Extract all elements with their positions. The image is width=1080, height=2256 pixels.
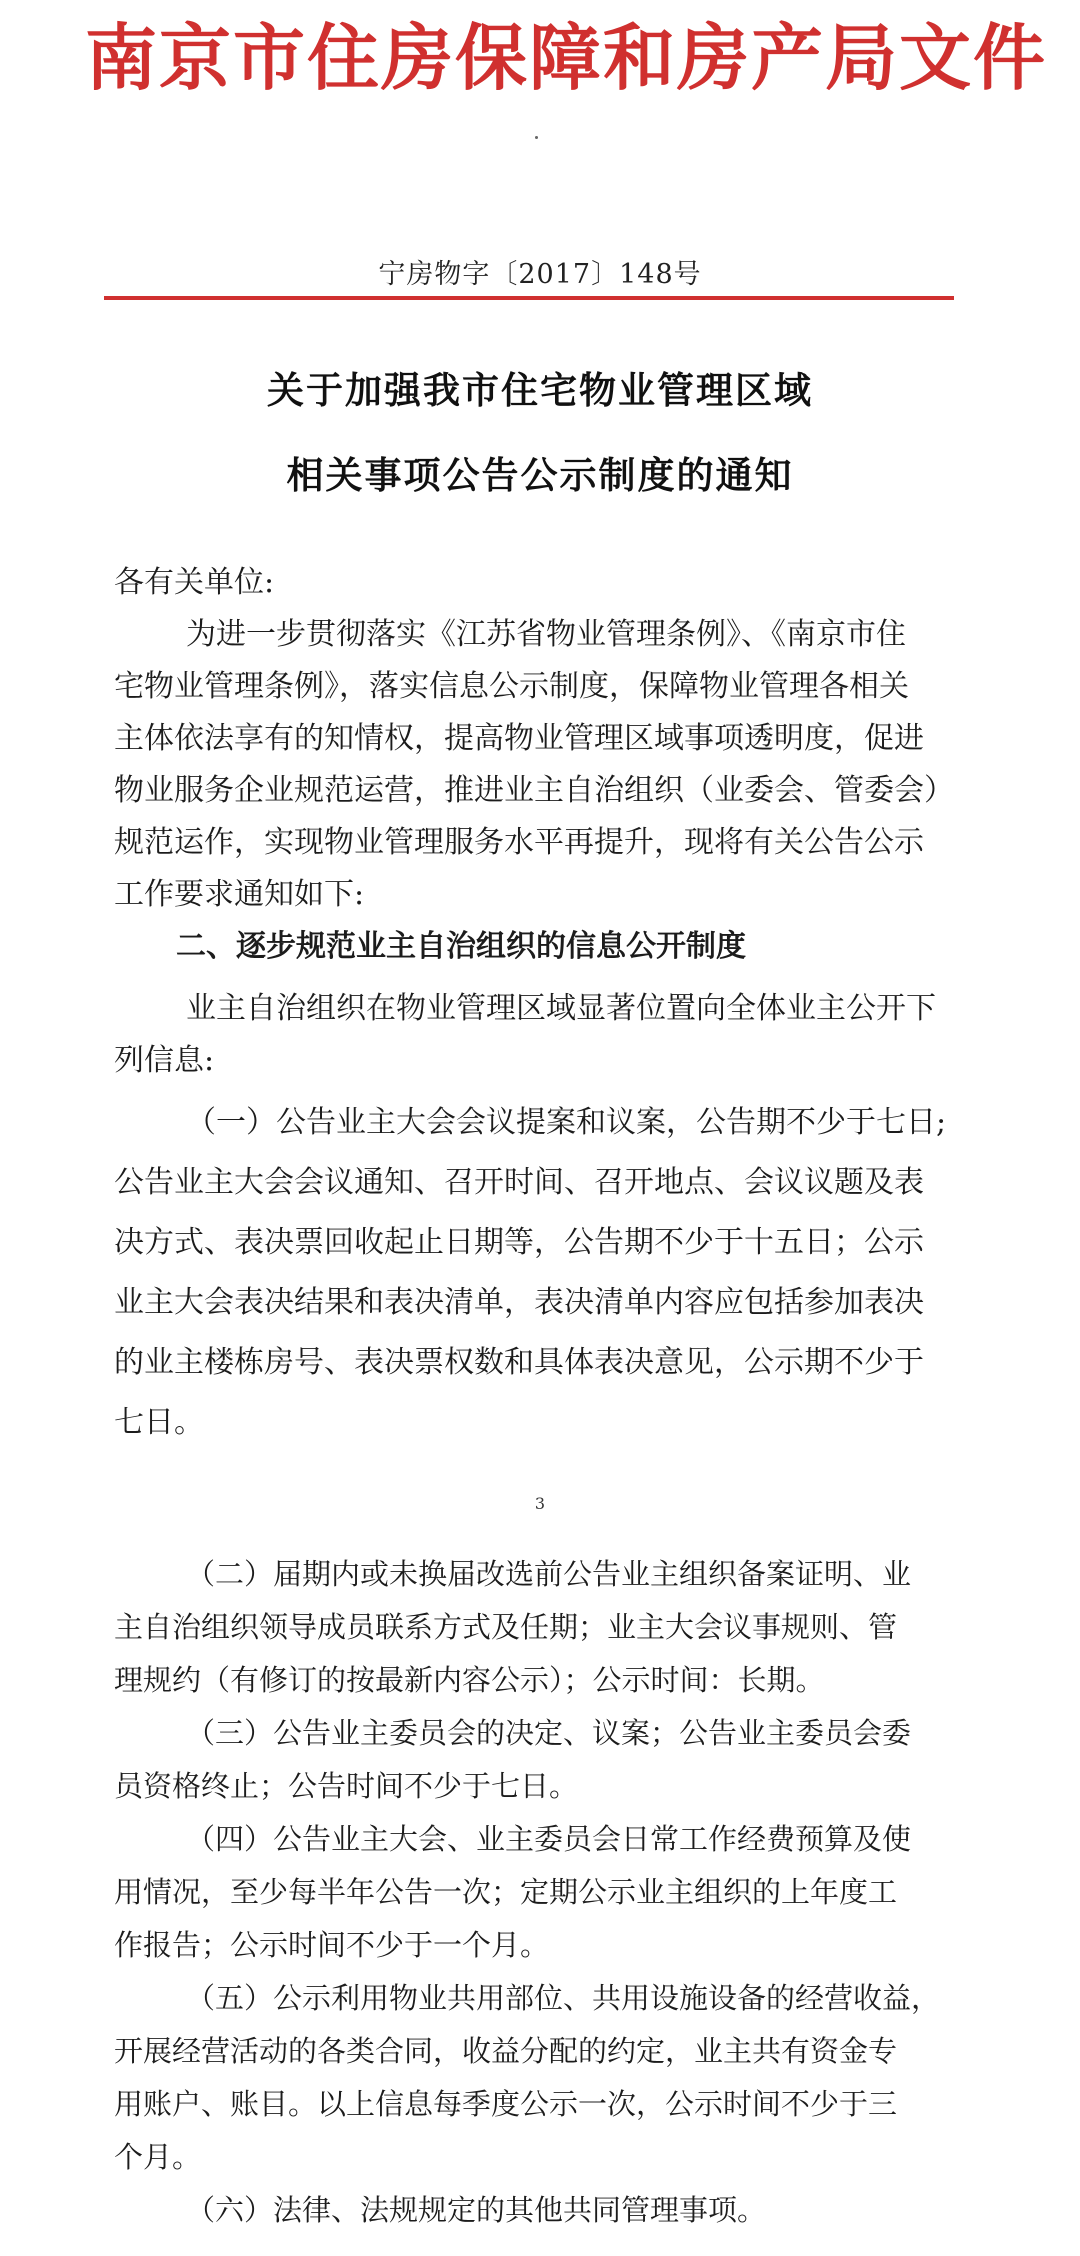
document-number: 宁房物字〔2017〕148号 — [378, 259, 702, 290]
body-line: （五）公示利用物业共用部位、共用设施设备的经营收益， — [186, 1981, 941, 2015]
body-line: 员资格终止；公告时间不少于七日。 — [114, 1769, 579, 1803]
section-heading: 二、逐步规范业主自治组织的信息公开制度 — [176, 929, 746, 964]
body-line: 理规约（有修订的按最新内容公示）；公示时间：长期。 — [114, 1663, 825, 1697]
body-line: 用账户、账目。以上信息每季度公示一次，公示时间不少于三 — [114, 2087, 898, 2121]
body-line: 主体依法享有的知情权，提高物业管理区域事项透明度，促进 — [114, 721, 924, 756]
body-line: 规范运作，实现物业管理服务水平再提升，现将有关公告公示 — [114, 825, 924, 860]
scan-speck — [535, 136, 538, 139]
body-line: 为进一步贯彻落实《江苏省物业管理条例》、《南京市住 — [186, 617, 906, 652]
red-divider-line — [104, 296, 954, 300]
body-line: 列信息: — [114, 1043, 215, 1078]
body-line: 作报告；公示时间不少于一个月。 — [114, 1928, 550, 1962]
body-line: （三）公告业主委员会的决定、议案；公告业主委员会委 — [186, 1716, 912, 1750]
body-line: 业主大会表决结果和表决清单，表决清单内容应包括参加表决 — [114, 1285, 924, 1320]
page-number: 3 — [534, 1494, 546, 1513]
body-line: 主自治组织领导成员联系方式及任期；业主大会议事规则、管 — [114, 1610, 898, 1644]
body-line: （六）法律、法规规定的其他共同管理事项。 — [186, 2193, 767, 2227]
body-line: 公告业主大会会议通知、召开时间、召开地点、会议议题及表 — [114, 1165, 924, 1200]
issuing-authority-title: 南京市住房保障和房产局文件 — [85, 16, 1048, 100]
body-line: （二）届期内或未换届改选前公告业主组织备案证明、业 — [186, 1557, 912, 1591]
notice-title-line-1: 关于加强我市住宅物业管理区域 — [267, 368, 813, 412]
body-line: （四）公告业主大会、业主委员会日常工作经费预算及使 — [186, 1822, 912, 1856]
body-line: 业主自治组织在物业管理区域显著位置向全体业主公开下 — [186, 991, 936, 1026]
body-line: 工作要求通知如下: — [114, 877, 365, 912]
body-line: 开展经营活动的各类合同，收益分配的约定，业主共有资金专 — [114, 2034, 898, 2068]
body-line: 宅物业管理条例》，落实信息公示制度，保障物业管理各相关 — [114, 669, 909, 704]
body-line: 决方式、表决票回收起止日期等，公告期不少于十五日；公示 — [114, 1225, 924, 1260]
body-line: 七日。 — [114, 1405, 204, 1440]
body-line: 的业主楼栋房号、表决票权数和具体表决意见，公示期不少于 — [114, 1345, 924, 1380]
body-line: （一）公告业主大会会议提案和议案，公告期不少于七日; — [186, 1105, 947, 1140]
body-line: 物业服务企业规范运营，推进业主自治组织（业委会、管委会） — [114, 773, 954, 808]
notice-title-line-2: 相关事项公告公示制度的通知 — [286, 453, 794, 497]
body-line: 个月。 — [114, 2140, 202, 2174]
salutation: 各有关单位: — [114, 565, 275, 600]
body-line: 用情况，至少每半年公告一次；定期公示业主组织的上年度工 — [114, 1875, 898, 1909]
